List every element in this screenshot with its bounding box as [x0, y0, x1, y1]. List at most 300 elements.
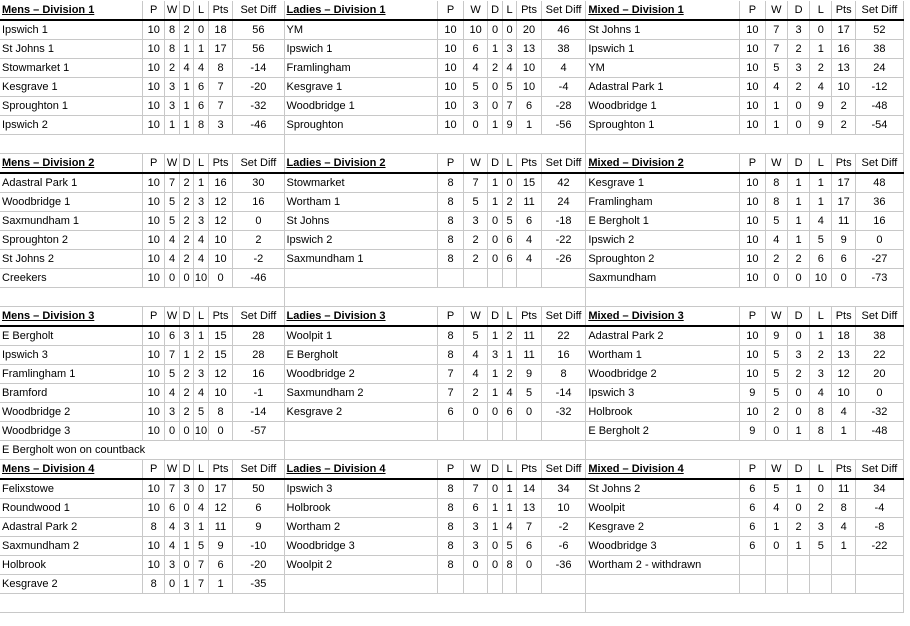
team-name-cell[interactable]: E Bergholt 2: [586, 422, 740, 441]
stat-cell-l[interactable]: 3: [810, 518, 832, 537]
stat-cell-pts[interactable]: 10: [208, 231, 233, 250]
stat-cell-set-diff[interactable]: -8: [855, 518, 903, 537]
stat-cell-d[interactable]: 0: [787, 384, 809, 403]
stat-cell-d[interactable]: 2: [787, 518, 809, 537]
team-name-cell[interactable]: Holbrook: [284, 499, 438, 518]
empty-cell[interactable]: [233, 288, 284, 307]
stat-cell-w[interactable]: 2: [765, 403, 787, 422]
column-header-set-diff[interactable]: Set Diff: [855, 154, 903, 174]
empty-cell[interactable]: [541, 594, 586, 613]
stat-cell-set-diff[interactable]: 50: [233, 479, 284, 499]
empty-cell[interactable]: [0, 288, 143, 307]
team-name-cell[interactable]: Woolpit: [586, 499, 740, 518]
stat-cell-w[interactable]: 6: [463, 40, 488, 59]
stat-cell-w[interactable]: 2: [463, 250, 488, 269]
empty-cell[interactable]: [233, 594, 284, 613]
team-name-cell[interactable]: E Bergholt 1: [586, 212, 740, 231]
stat-cell-w[interactable]: 3: [463, 97, 488, 116]
stat-cell-set-diff[interactable]: 56: [233, 20, 284, 40]
column-header-p[interactable]: P: [438, 154, 464, 174]
stat-cell-d[interactable]: 0: [488, 231, 502, 250]
stat-cell-l[interactable]: 1: [502, 479, 516, 499]
empty-cell[interactable]: [787, 135, 809, 154]
stat-cell-d[interactable]: 1: [787, 212, 809, 231]
stat-cell-set-diff[interactable]: 48: [855, 173, 903, 193]
stat-cell-p[interactable]: 10: [143, 20, 165, 40]
stat-cell-p[interactable]: 10: [143, 173, 165, 193]
empty-cell[interactable]: [194, 288, 208, 307]
stat-cell-pts[interactable]: 11: [832, 479, 855, 499]
stat-cell-pts[interactable]: 9: [208, 537, 233, 556]
empty-cell[interactable]: [179, 441, 193, 460]
ladies-division-1-title[interactable]: Ladies – Division 1: [284, 1, 438, 20]
stat-cell-p[interactable]: 9: [740, 422, 766, 441]
stat-cell-set-diff[interactable]: -20: [233, 556, 284, 575]
team-name-cell[interactable]: Woodbridge 2: [586, 365, 740, 384]
stat-cell-w[interactable]: 7: [165, 173, 179, 193]
empty-cell[interactable]: [765, 441, 787, 460]
stat-cell-l[interactable]: 6: [810, 250, 832, 269]
team-name-cell[interactable]: Wortham 2: [284, 518, 438, 537]
stat-cell-p[interactable]: [438, 575, 464, 594]
stat-cell-pts[interactable]: 3: [208, 116, 233, 135]
team-name-cell[interactable]: Wortham 1: [284, 193, 438, 212]
stat-cell-d[interactable]: 1: [787, 193, 809, 212]
stat-cell-pts[interactable]: 10: [208, 250, 233, 269]
empty-cell[interactable]: [765, 594, 787, 613]
stat-cell-pts[interactable]: 11: [517, 326, 542, 346]
team-name-cell[interactable]: Holbrook: [586, 403, 740, 422]
stat-cell-pts[interactable]: 18: [832, 326, 855, 346]
stat-cell-l[interactable]: 2: [810, 59, 832, 78]
stat-cell-d[interactable]: 3: [488, 346, 502, 365]
empty-cell[interactable]: [463, 441, 488, 460]
stat-cell-w[interactable]: 4: [165, 231, 179, 250]
stat-cell-d[interactable]: 0: [179, 499, 193, 518]
column-header-pts[interactable]: Pts: [517, 154, 542, 174]
column-header-set-diff[interactable]: Set Diff: [541, 1, 586, 20]
stat-cell-set-diff[interactable]: 24: [855, 59, 903, 78]
empty-cell[interactable]: [586, 594, 740, 613]
stat-cell-w[interactable]: 6: [463, 499, 488, 518]
stat-cell-p[interactable]: 8: [438, 193, 464, 212]
stat-cell-p[interactable]: 6: [740, 518, 766, 537]
team-name-cell[interactable]: Kesgrave 1: [0, 78, 143, 97]
team-name-cell[interactable]: Kesgrave 2: [0, 575, 143, 594]
mens-division-3-title[interactable]: Mens – Division 3: [0, 307, 143, 327]
stat-cell-d[interactable]: 2: [488, 59, 502, 78]
empty-cell[interactable]: [517, 135, 542, 154]
stat-cell-pts[interactable]: 8: [832, 499, 855, 518]
stat-cell-pts[interactable]: 16: [208, 173, 233, 193]
column-header-d[interactable]: D: [787, 307, 809, 327]
stat-cell-w[interactable]: 4: [463, 59, 488, 78]
stat-cell-pts[interactable]: 6: [517, 212, 542, 231]
stat-cell-pts[interactable]: 7: [208, 97, 233, 116]
stat-cell-pts[interactable]: 17: [832, 193, 855, 212]
empty-cell[interactable]: [855, 288, 903, 307]
stat-cell-w[interactable]: 0: [765, 537, 787, 556]
empty-cell[interactable]: [143, 594, 165, 613]
column-header-set-diff[interactable]: Set Diff: [541, 307, 586, 327]
stat-cell-p[interactable]: 8: [438, 250, 464, 269]
column-header-pts[interactable]: Pts: [208, 1, 233, 20]
stat-cell-l[interactable]: 8: [810, 403, 832, 422]
stat-cell-d[interactable]: 3: [787, 346, 809, 365]
stat-cell-p[interactable]: 10: [143, 97, 165, 116]
stat-cell-pts[interactable]: 5: [517, 384, 542, 403]
stat-cell-set-diff[interactable]: -22: [855, 537, 903, 556]
stat-cell-d[interactable]: 1: [787, 479, 809, 499]
stat-cell-p[interactable]: 10: [740, 97, 766, 116]
stat-cell-w[interactable]: 1: [165, 116, 179, 135]
stat-cell-d[interactable]: 3: [787, 20, 809, 40]
stat-cell-p[interactable]: 10: [143, 212, 165, 231]
stat-cell-pts[interactable]: 11: [517, 346, 542, 365]
stat-cell-d[interactable]: [488, 422, 502, 441]
team-name-cell[interactable]: Saxmundham 1: [284, 250, 438, 269]
empty-cell[interactable]: [143, 441, 165, 460]
stat-cell-set-diff[interactable]: -48: [855, 97, 903, 116]
stat-cell-l[interactable]: 5: [810, 537, 832, 556]
stat-cell-d[interactable]: 0: [787, 403, 809, 422]
stat-cell-d[interactable]: [488, 269, 502, 288]
column-header-set-diff[interactable]: Set Diff: [233, 307, 284, 327]
empty-cell[interactable]: [208, 288, 233, 307]
ladies-division-3-title[interactable]: Ladies – Division 3: [284, 307, 438, 327]
stat-cell-pts[interactable]: 9: [517, 365, 542, 384]
stat-cell-w[interactable]: 5: [765, 384, 787, 403]
stat-cell-d[interactable]: 1: [179, 97, 193, 116]
mixed-division-2-title[interactable]: Mixed – Division 2: [586, 154, 740, 174]
empty-cell[interactable]: [438, 441, 464, 460]
stat-cell-l[interactable]: 2: [194, 346, 208, 365]
stat-cell-set-diff[interactable]: -32: [233, 97, 284, 116]
team-name-cell[interactable]: Ipswich 2: [586, 231, 740, 250]
stat-cell-w[interactable]: 8: [165, 20, 179, 40]
stat-cell-p[interactable]: 7: [438, 365, 464, 384]
stat-cell-w[interactable]: 3: [463, 212, 488, 231]
column-header-p[interactable]: P: [740, 1, 766, 20]
stat-cell-set-diff[interactable]: 30: [233, 173, 284, 193]
stat-cell-pts[interactable]: 12: [832, 365, 855, 384]
stat-cell-p[interactable]: 10: [143, 365, 165, 384]
stat-cell-d[interactable]: [488, 575, 502, 594]
stat-cell-l[interactable]: 3: [194, 365, 208, 384]
team-name-cell[interactable]: [284, 269, 438, 288]
stat-cell-pts[interactable]: 1: [832, 422, 855, 441]
empty-cell[interactable]: [855, 135, 903, 154]
stat-cell-l[interactable]: 4: [194, 384, 208, 403]
stat-cell-d[interactable]: 1: [787, 173, 809, 193]
team-name-cell[interactable]: Woolpit 1: [284, 326, 438, 346]
stat-cell-l[interactable]: 3: [810, 365, 832, 384]
stat-cell-l[interactable]: 10: [194, 269, 208, 288]
team-name-cell[interactable]: Wortham 1: [586, 346, 740, 365]
stat-cell-l[interactable]: 1: [810, 326, 832, 346]
stat-cell-l[interactable]: 4: [810, 212, 832, 231]
team-name-cell[interactable]: E Bergholt: [0, 326, 143, 346]
stat-cell-w[interactable]: 3: [165, 97, 179, 116]
stat-cell-w[interactable]: 2: [165, 59, 179, 78]
stat-cell-l[interactable]: 4: [810, 384, 832, 403]
stat-cell-d[interactable]: 0: [488, 556, 502, 575]
stat-cell-set-diff[interactable]: 16: [541, 346, 586, 365]
stat-cell-p[interactable]: 10: [740, 231, 766, 250]
stat-cell-set-diff[interactable]: 0: [855, 231, 903, 250]
stat-cell-set-diff[interactable]: -27: [855, 250, 903, 269]
stat-cell-set-diff[interactable]: -14: [541, 384, 586, 403]
stat-cell-d[interactable]: 0: [787, 269, 809, 288]
stat-cell-l[interactable]: 2: [502, 326, 516, 346]
stat-cell-w[interactable]: 5: [765, 365, 787, 384]
team-name-cell[interactable]: Saxmundham 2: [0, 537, 143, 556]
empty-cell[interactable]: [438, 135, 464, 154]
empty-cell[interactable]: [463, 594, 488, 613]
stat-cell-l[interactable]: 9: [810, 97, 832, 116]
column-header-p[interactable]: P: [143, 307, 165, 327]
team-name-cell[interactable]: Framlingham 1: [0, 365, 143, 384]
empty-cell[interactable]: [194, 135, 208, 154]
stat-cell-w[interactable]: 5: [765, 479, 787, 499]
stat-cell-w[interactable]: 8: [165, 40, 179, 59]
empty-cell[interactable]: [463, 288, 488, 307]
stat-cell-l[interactable]: 10: [810, 269, 832, 288]
stat-cell-w[interactable]: 5: [165, 365, 179, 384]
team-name-cell[interactable]: Framlingham: [586, 193, 740, 212]
stat-cell-set-diff[interactable]: -26: [541, 250, 586, 269]
stat-cell-w[interactable]: 4: [165, 518, 179, 537]
stat-cell-set-diff[interactable]: -46: [233, 116, 284, 135]
stat-cell-d[interactable]: 2: [179, 365, 193, 384]
stat-cell-set-diff[interactable]: -4: [541, 78, 586, 97]
team-name-cell[interactable]: Saxmundham 1: [0, 212, 143, 231]
stat-cell-w[interactable]: 8: [765, 193, 787, 212]
stat-cell-d[interactable]: 1: [488, 326, 502, 346]
stat-cell-l[interactable]: 4: [194, 250, 208, 269]
mens-division-1-title[interactable]: Mens – Division 1: [0, 1, 143, 20]
stat-cell-d[interactable]: 2: [179, 403, 193, 422]
mens-division-4-title[interactable]: Mens – Division 4: [0, 460, 143, 480]
stat-cell-l[interactable]: 2: [502, 193, 516, 212]
stat-cell-set-diff[interactable]: 24: [541, 193, 586, 212]
empty-cell[interactable]: [586, 288, 740, 307]
column-header-l[interactable]: L: [810, 460, 832, 480]
stat-cell-set-diff[interactable]: [541, 422, 586, 441]
ladies-division-4-title[interactable]: Ladies – Division 4: [284, 460, 438, 480]
stat-cell-l[interactable]: 4: [502, 384, 516, 403]
column-header-pts[interactable]: Pts: [208, 307, 233, 327]
stat-cell-l[interactable]: 0: [502, 173, 516, 193]
stat-cell-p[interactable]: 8: [438, 231, 464, 250]
team-name-cell[interactable]: Framlingham: [284, 59, 438, 78]
stat-cell-l[interactable]: 2: [810, 346, 832, 365]
empty-cell[interactable]: [194, 441, 208, 460]
stat-cell-p[interactable]: 10: [438, 116, 464, 135]
empty-cell[interactable]: [165, 135, 179, 154]
stat-cell-d[interactable]: 0: [787, 97, 809, 116]
stat-cell-pts[interactable]: 4: [832, 518, 855, 537]
column-header-set-diff[interactable]: Set Diff: [233, 154, 284, 174]
empty-cell[interactable]: [810, 594, 832, 613]
column-header-pts[interactable]: Pts: [832, 1, 855, 20]
stat-cell-d[interactable]: 1: [179, 78, 193, 97]
stat-cell-pts[interactable]: 6: [208, 556, 233, 575]
column-header-d[interactable]: D: [179, 1, 193, 20]
team-name-cell[interactable]: Adastral Park 2: [586, 326, 740, 346]
stat-cell-set-diff[interactable]: 0: [855, 384, 903, 403]
empty-cell[interactable]: [208, 594, 233, 613]
stat-cell-w[interactable]: 7: [463, 173, 488, 193]
stat-cell-p[interactable]: 8: [438, 556, 464, 575]
stat-cell-p[interactable]: 6: [740, 479, 766, 499]
team-name-cell[interactable]: Bramford: [0, 384, 143, 403]
stat-cell-pts[interactable]: 4: [517, 231, 542, 250]
empty-cell[interactable]: [179, 135, 193, 154]
stat-cell-w[interactable]: 4: [765, 231, 787, 250]
team-name-cell[interactable]: Ipswich 2: [0, 116, 143, 135]
stat-cell-p[interactable]: 8: [438, 499, 464, 518]
stat-cell-pts[interactable]: [832, 575, 855, 594]
stat-cell-pts[interactable]: 18: [208, 20, 233, 40]
stat-cell-pts[interactable]: 10: [832, 384, 855, 403]
stat-cell-set-diff[interactable]: 38: [541, 40, 586, 59]
column-header-l[interactable]: L: [502, 307, 516, 327]
mixed-division-1-title[interactable]: Mixed – Division 1: [586, 1, 740, 20]
stat-cell-pts[interactable]: 13: [832, 59, 855, 78]
empty-cell[interactable]: [488, 288, 502, 307]
stat-cell-set-diff[interactable]: 9: [233, 518, 284, 537]
stat-cell-set-diff[interactable]: 22: [541, 326, 586, 346]
stat-cell-d[interactable]: [787, 575, 809, 594]
stat-cell-d[interactable]: 1: [488, 365, 502, 384]
team-name-cell[interactable]: Woodbridge 3: [284, 537, 438, 556]
empty-cell[interactable]: [502, 135, 516, 154]
stat-cell-d[interactable]: 1: [488, 193, 502, 212]
stat-cell-set-diff[interactable]: -6: [541, 537, 586, 556]
column-header-l[interactable]: L: [194, 154, 208, 174]
stat-cell-l[interactable]: 5: [502, 78, 516, 97]
team-name-cell[interactable]: [586, 575, 740, 594]
stat-cell-l[interactable]: 0: [194, 479, 208, 499]
stat-cell-d[interactable]: [787, 556, 809, 575]
team-name-cell[interactable]: St Johns 2: [0, 250, 143, 269]
stat-cell-p[interactable]: 6: [740, 537, 766, 556]
stat-cell-w[interactable]: 1: [765, 97, 787, 116]
stat-cell-w[interactable]: 4: [463, 365, 488, 384]
column-header-w[interactable]: W: [165, 154, 179, 174]
stat-cell-l[interactable]: [810, 556, 832, 575]
stat-cell-d[interactable]: 2: [179, 212, 193, 231]
empty-cell[interactable]: [438, 594, 464, 613]
stat-cell-p[interactable]: [740, 556, 766, 575]
stat-cell-d[interactable]: 1: [787, 422, 809, 441]
stat-cell-p[interactable]: 10: [740, 212, 766, 231]
stat-cell-p[interactable]: 8: [438, 212, 464, 231]
stat-cell-p[interactable]: 10: [740, 365, 766, 384]
stat-cell-l[interactable]: 5: [502, 212, 516, 231]
stat-cell-set-diff[interactable]: 38: [855, 326, 903, 346]
column-header-l[interactable]: L: [194, 307, 208, 327]
stat-cell-l[interactable]: 1: [194, 326, 208, 346]
stat-cell-set-diff[interactable]: -36: [541, 556, 586, 575]
team-name-cell[interactable]: Woodbridge 3: [586, 537, 740, 556]
stat-cell-p[interactable]: 10: [143, 193, 165, 212]
stat-cell-set-diff[interactable]: [541, 575, 586, 594]
stat-cell-d[interactable]: 0: [488, 78, 502, 97]
stat-cell-w[interactable]: 9: [765, 326, 787, 346]
stat-cell-w[interactable]: 5: [463, 326, 488, 346]
stat-cell-set-diff[interactable]: 16: [233, 365, 284, 384]
column-header-w[interactable]: W: [165, 1, 179, 20]
stat-cell-set-diff[interactable]: -22: [541, 231, 586, 250]
stat-cell-pts[interactable]: 11: [517, 193, 542, 212]
stat-cell-l[interactable]: 3: [194, 212, 208, 231]
stat-cell-w[interactable]: 4: [165, 384, 179, 403]
stat-cell-pts[interactable]: 17: [208, 40, 233, 59]
stat-cell-l[interactable]: [502, 575, 516, 594]
stat-cell-l[interactable]: 6: [194, 97, 208, 116]
stat-cell-pts[interactable]: 4: [517, 250, 542, 269]
stat-cell-pts[interactable]: [832, 556, 855, 575]
column-header-p[interactable]: P: [740, 154, 766, 174]
stat-cell-p[interactable]: 8: [438, 326, 464, 346]
empty-cell[interactable]: [143, 135, 165, 154]
stat-cell-d[interactable]: 1: [488, 499, 502, 518]
empty-cell[interactable]: [502, 441, 516, 460]
stat-cell-d[interactable]: 0: [488, 403, 502, 422]
stat-cell-l[interactable]: 4: [194, 59, 208, 78]
team-name-cell[interactable]: Holbrook: [0, 556, 143, 575]
stat-cell-set-diff[interactable]: [855, 575, 903, 594]
stat-cell-p[interactable]: 10: [740, 40, 766, 59]
team-name-cell[interactable]: Felixstowe: [0, 479, 143, 499]
column-header-p[interactable]: P: [143, 1, 165, 20]
stat-cell-d[interactable]: 1: [179, 116, 193, 135]
stat-cell-set-diff[interactable]: -57: [233, 422, 284, 441]
stat-cell-l[interactable]: 6: [502, 403, 516, 422]
stat-cell-l[interactable]: 7: [194, 556, 208, 575]
empty-cell[interactable]: [165, 594, 179, 613]
empty-cell[interactable]: [832, 441, 855, 460]
column-header-set-diff[interactable]: Set Diff: [855, 307, 903, 327]
empty-cell[interactable]: [0, 135, 143, 154]
stat-cell-pts[interactable]: 7: [517, 518, 542, 537]
stat-cell-l[interactable]: 5: [810, 231, 832, 250]
stat-cell-d[interactable]: 0: [787, 116, 809, 135]
stat-cell-l[interactable]: [810, 575, 832, 594]
stat-cell-p[interactable]: 10: [740, 116, 766, 135]
stat-cell-p[interactable]: 10: [143, 250, 165, 269]
team-name-cell[interactable]: Sproughton: [284, 116, 438, 135]
stat-cell-pts[interactable]: 20: [517, 20, 542, 40]
column-header-set-diff[interactable]: Set Diff: [541, 460, 586, 480]
stat-cell-p[interactable]: 10: [438, 59, 464, 78]
stat-cell-w[interactable]: 0: [165, 575, 179, 594]
stat-cell-l[interactable]: 1: [810, 40, 832, 59]
stat-cell-d[interactable]: 2: [787, 78, 809, 97]
stat-cell-l[interactable]: 3: [194, 193, 208, 212]
column-header-d[interactable]: D: [787, 1, 809, 20]
column-header-w[interactable]: W: [463, 460, 488, 480]
team-name-cell[interactable]: Woodbridge 2: [0, 403, 143, 422]
stat-cell-p[interactable]: 6: [438, 403, 464, 422]
column-header-d[interactable]: D: [787, 154, 809, 174]
stat-cell-w[interactable]: 10: [463, 20, 488, 40]
stat-cell-p[interactable]: 10: [143, 499, 165, 518]
column-header-p[interactable]: P: [740, 460, 766, 480]
team-name-cell[interactable]: Sproughton 1: [586, 116, 740, 135]
